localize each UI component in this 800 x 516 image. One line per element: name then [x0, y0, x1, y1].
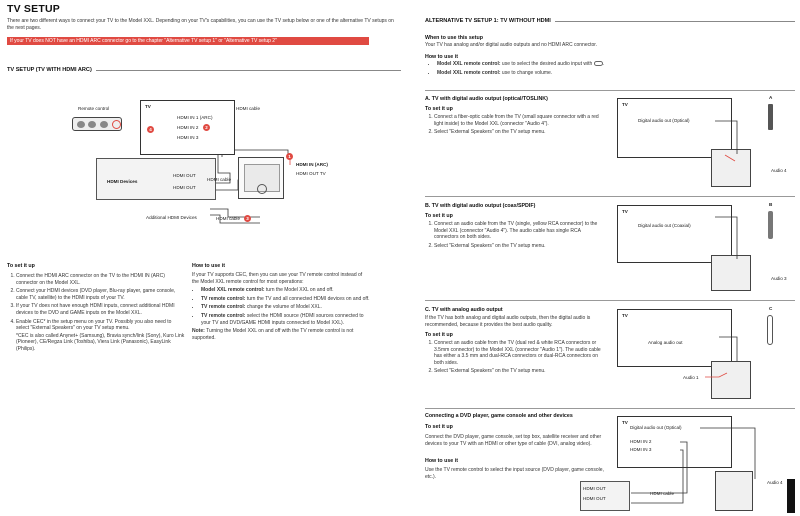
how-to-use-column — [192, 263, 370, 341]
hdmi-in-1-label: HDMI IN 1 (ARC) — [177, 115, 213, 120]
hdmi-cable-mid-label: HDMI cable — [207, 177, 231, 182]
list-item: • TV remote control: change the volume of Model XXL. — [201, 304, 370, 311]
section-c-lines — [425, 301, 795, 406]
tv-port-label: Digital audio out (Optical) — [638, 118, 690, 123]
tv-illustration — [140, 100, 235, 155]
list-item: 2. Select "External Speakers" on the TV setup menu. — [434, 129, 600, 136]
section-a — [425, 90, 795, 195]
list-item: 2. Connect your HDMI devices (DVD player, Blu-ray player, game console, cable TV, satellite) to the HDMI inputs of your TV. — [16, 288, 185, 301]
section-b-title: B. TV with digital audio output (coax/SPDIF) — [425, 203, 536, 209]
section-c-setup-title: To set it up — [425, 332, 453, 338]
arc-diagram — [60, 95, 400, 235]
section-b-setup-title: To set it up — [425, 213, 453, 219]
input-select-icon — [594, 61, 603, 66]
section-c-title: C. TV with analog audio output — [425, 307, 503, 313]
section-b — [425, 196, 795, 296]
tv-port-label: Digital audio out (Optical) — [630, 425, 682, 430]
section-a-setup-title: To set it up — [425, 106, 453, 112]
additional-devices-label: Additional HDMI Devices — [146, 215, 197, 220]
list-item: 2. Select "External Speakers" on the TV setup menu. — [434, 243, 600, 250]
section-c-audio-label: Audio 1 — [683, 375, 699, 380]
hdmi-devices-label: HDMI Devices — [107, 179, 138, 184]
how-to-use-list — [192, 287, 370, 326]
dvd-lines — [425, 409, 795, 513]
tv-label: TV — [622, 102, 628, 107]
section-divider — [96, 70, 401, 71]
hdmi-cable-top-label: HDMI cable — [236, 106, 260, 111]
list-item: 1. Connect an audio cable from the TV (single, yellow RCA connector) to the Model XXL (connector "Audio 4"). The audio cable has single RCA connectors on both sides. — [434, 221, 600, 241]
hdmi-out-1-label: HDMI OUT — [173, 173, 196, 178]
how-to-use-intro: If your TV supports CEC, then you can use your TV remote control instead of the Model XXL remote control for most operations: — [192, 272, 363, 285]
right-section-title: ALTERNATIVE TV SETUP 1: TV WITHOUT HDMI — [425, 18, 551, 24]
when-text: Your TV has analog and/or digital audio outputs and no HDMI ARC connector. — [425, 42, 598, 48]
list-item: • Model XXL remote control: use to change volume. — [437, 70, 728, 77]
set-it-up-title: To set it up — [7, 263, 35, 269]
warning-banner: If your TV does NOT have an HDMI ARC connector go to the chapter "Alternative TV setup 1" or "Alternative TV setup 2" — [7, 37, 369, 45]
model-xxl-illustration — [238, 157, 284, 199]
hdmi-in-2-label: HDMI IN 2 — [630, 439, 652, 444]
section-a-title: A. TV with digital audio output (optical/TOSLINK) — [425, 96, 548, 102]
page-edge-tab — [787, 479, 795, 513]
tv-port-label: Digital audio out (Coaxial) — [638, 223, 691, 228]
hdmi-out-2-label: HDMI OUT — [583, 496, 606, 501]
set-it-up-column — [7, 263, 185, 353]
hdmi-in-3-label: HDMI IN 3 — [630, 447, 652, 452]
section-title: TV SETUP (TV WITH HDMI ARC) — [7, 67, 92, 73]
how-to-use-title: How to use it — [192, 263, 225, 269]
section-b-audio-label: Audio 3 — [771, 276, 787, 281]
dvd-title: Connecting a DVD player, game console and other devices — [425, 413, 573, 419]
tv-label: TV — [622, 420, 628, 425]
section-c-intro: If the TV has both analog and digital audio outputs, then the digital audio is recommended, because it provides the best audio quality. — [425, 315, 591, 328]
section-b-letter: B — [769, 202, 773, 207]
hdmi-devices-cabinet — [96, 158, 216, 200]
cec-footnote: *CEC is also called Anynet+ (Samsung), Bravia synch/link (Sony), Kuro Link (Pioneer), CE/Regza Link (Toshiba), Viera Link (Panasonic), EasyLink (Philips). — [16, 332, 185, 352]
page-title: TV SETUP — [7, 3, 60, 15]
intro-text: There are two different ways to connect your TV to the Model XXL. Depending on your TV's capabilities, you can use the TV setup below or one of the alternative TV setups on the next pages. — [7, 18, 394, 31]
badge-3: 3 — [244, 215, 251, 222]
section-b-lines — [425, 197, 795, 297]
section-a-audio-label: Audio 4 — [771, 168, 787, 173]
list-item: 1. Connect a fiber-optic cable from the TV (small square connector with a red light inside) to the Model XXL (connector "Audio 4"). — [434, 114, 600, 127]
list-item: 2. Select "External Speakers" on the TV setup menu. — [434, 368, 605, 375]
list-item: • Model XXL remote control: use to select the desired audio input with . — [437, 61, 728, 68]
list-item: 1. Connect the HDMI ARC connector on the TV to the HDMI IN (ARC) connector on the Model XXL. — [16, 273, 185, 286]
hdmi-in-3-label: HDMI IN 3 — [177, 135, 199, 140]
dvd-setup-text: Connect the DVD player, game console, set top box, satellite receiver and other devices to your TV with an HDMI or other type of cable (DVI, analog video). — [425, 434, 602, 447]
list-item: 1. Connect an audio cable from the TV (dual red & white RCA connectors or 3.5mm connector) to the Model XXL (connector "Audio 1"). The audio cable has either a 3.5 mm and dual-RCA connectors or dual-RCA connectors on both sides. — [434, 340, 605, 366]
list-item: • Model XXL remote control: turn the Model XXL on and off. — [201, 287, 370, 294]
remote-control-illustration — [72, 117, 122, 131]
tv-label: TV — [622, 313, 628, 318]
set-it-up-steps — [7, 273, 185, 332]
when-title: When to use this setup — [425, 35, 483, 41]
dvd-hdmi-cable-label: HDMI cable — [650, 491, 674, 496]
section-header-arc — [7, 67, 401, 73]
section-c — [425, 300, 795, 405]
tv-label: TV — [622, 209, 628, 214]
dvd-audio-label: Audio 4 — [767, 480, 783, 485]
right-section-header — [425, 18, 795, 24]
hdmi-out-2-label: HDMI OUT — [173, 185, 196, 190]
section-c-letter: C — [769, 306, 773, 311]
dvd-use-text: Use the TV remote control to select the input source (DVD player, game console, etc.). — [425, 467, 604, 480]
hdmi-in-arc-label: HDMI IN (ARC) — [296, 162, 328, 167]
hdmi-out-1-label: HDMI OUT — [583, 486, 606, 491]
section-a-lines — [425, 91, 795, 196]
hdmi-cable-bottom-label: HDMI cable — [216, 216, 240, 221]
list-item: • TV remote control: turn the TV and all connected HDMI devices on and off. — [201, 296, 370, 303]
tv-label: TV — [145, 104, 151, 109]
hdmi-out-tv-label: HDMI OUT TV — [296, 171, 326, 176]
badge-2: 2 — [203, 124, 210, 131]
dvd-use-title: How to use it — [425, 458, 458, 464]
section-dvd — [425, 408, 795, 512]
badge-4: 4 — [147, 126, 154, 133]
list-item: • TV remote control: select the HDMI source (HDMI sources connected to your TV and DVD/GAME HDMI inputs connected to Model XXL). — [201, 313, 370, 326]
how-list — [428, 61, 728, 78]
list-item: 3. If your TV does not have enough HDMI inputs, connect additional HDMI devices to the DVD and GAME inputs on the Model XXL. — [16, 303, 185, 316]
list-item: 4. Enable CEC* in the setup menu on your TV. Possibly you also need to select "External Speakers" on your TV setup menu. — [16, 319, 185, 332]
how-title: How to use it — [425, 54, 458, 60]
section-divider — [555, 21, 795, 22]
hdmi-in-2-label: HDMI IN 2 — [177, 125, 199, 130]
how-to-use-note: Note: Turning the Model XXL on and off with the TV remote control is not supported. — [192, 328, 354, 341]
badge-1: 1 — [286, 153, 293, 160]
tv-port-label: Analog audio out — [648, 340, 683, 345]
section-a-letter: A — [769, 95, 773, 100]
dvd-setup-title: To set it up — [425, 424, 453, 430]
remote-label: Remote control — [78, 106, 110, 111]
